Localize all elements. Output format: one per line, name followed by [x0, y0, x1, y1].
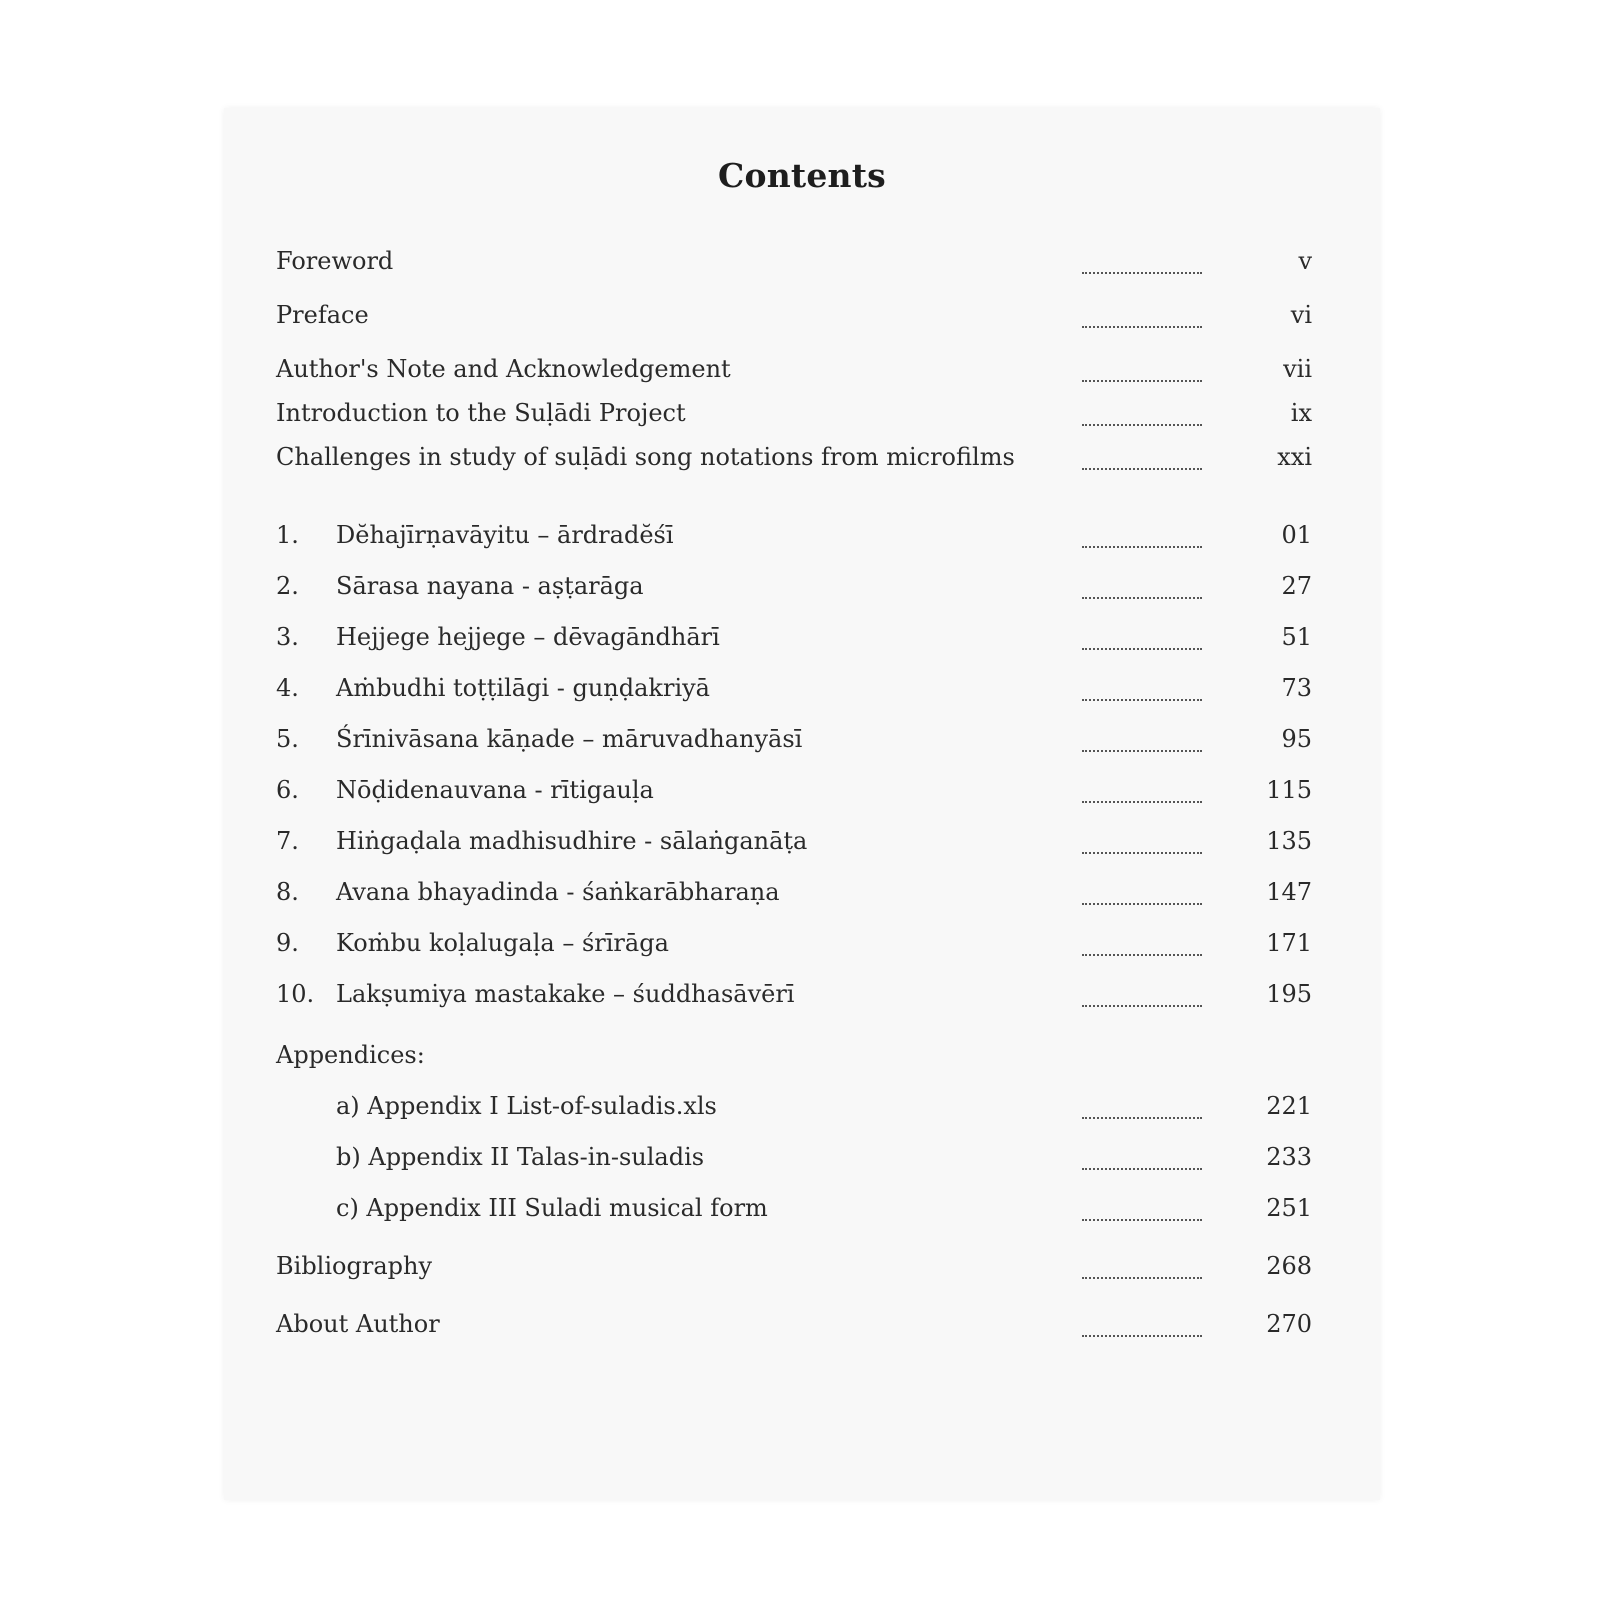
toc-entry	[224, 1249, 1380, 1283]
leader-dots	[1082, 785, 1202, 803]
toc-entry	[224, 1307, 1380, 1341]
chapter-page: 01	[1281, 521, 1312, 549]
toc-appendix-entry	[224, 1140, 1380, 1174]
leader-dots	[1082, 530, 1202, 548]
chapter-page: 195	[1266, 980, 1312, 1008]
toc-appendix-entry	[224, 1191, 1380, 1225]
leader-dots	[1082, 632, 1202, 650]
appendix-page: 233	[1266, 1143, 1312, 1171]
chapter-title: Lakṣumiya mastakake – śuddhasāvērī	[336, 980, 795, 1008]
toc-chapter-entry	[224, 518, 1380, 552]
toc-chapter-entry	[224, 926, 1380, 960]
chapter-title: Hiṅgaḍala madhisudhire - sālaṅganāṭa	[336, 827, 808, 855]
toc-chapter-entry	[224, 722, 1380, 756]
chapter-title: Hejjege hejjege – dēvagāndhārī	[336, 623, 720, 651]
toc-chapter-entry	[224, 824, 1380, 858]
chapter-page: 95	[1281, 725, 1312, 753]
toc-entry-label: Challenges in study of suḷādi song notations from microfilms	[276, 443, 1015, 471]
chapter-number: 7.	[276, 827, 299, 855]
toc-entry	[224, 244, 1380, 278]
leader-dots	[1082, 683, 1202, 701]
toc-entry	[224, 298, 1380, 332]
toc-entry	[224, 352, 1380, 386]
chapter-number: 9.	[276, 929, 299, 957]
appendix-title: a) Appendix I List-of-suladis.xls	[336, 1092, 717, 1120]
page-title: Contents	[718, 156, 886, 195]
toc-chapter-entry	[224, 875, 1380, 909]
chapter-title: Avana bhayadinda - śaṅkarābharaṇa	[336, 878, 780, 906]
chapter-page: 147	[1266, 878, 1312, 906]
leader-dots	[1082, 938, 1202, 956]
leader-dots	[1082, 581, 1202, 599]
toc-chapter-entry	[224, 671, 1380, 705]
toc-chapter-entry	[224, 977, 1380, 1011]
leader-dots	[1082, 256, 1202, 274]
appendix-page: 221	[1266, 1092, 1312, 1120]
chapter-page: 73	[1281, 674, 1312, 702]
toc-chapter-entry	[224, 569, 1380, 603]
chapter-number: 6.	[276, 776, 299, 804]
chapter-page: 115	[1266, 776, 1312, 804]
toc-appendix-entry	[224, 1089, 1380, 1123]
chapter-title: Dĕhajīrṇavāyitu – ārdradĕśī	[336, 521, 674, 549]
toc-entry-page: vii	[1283, 355, 1312, 383]
leader-dots	[1082, 734, 1202, 752]
contents-page	[224, 108, 1380, 1500]
leader-dots	[1082, 1319, 1202, 1337]
toc-entry-page: 270	[1266, 1310, 1312, 1338]
toc-entry	[224, 396, 1380, 430]
toc-entry-label: Preface	[276, 301, 369, 329]
leader-dots	[1082, 989, 1202, 1007]
appendices-heading: Appendices:	[276, 1041, 425, 1069]
appendix-title: c) Appendix III Suladi musical form	[336, 1194, 768, 1222]
chapter-page: 135	[1266, 827, 1312, 855]
leader-dots	[1082, 1261, 1202, 1279]
chapter-number: 3.	[276, 623, 299, 651]
toc-entry-page: xxi	[1277, 443, 1312, 471]
leader-dots	[1082, 364, 1202, 382]
leader-dots	[1082, 836, 1202, 854]
toc-entry-label: About Author	[276, 1310, 440, 1338]
leader-dots	[1082, 1152, 1202, 1170]
chapter-title: Śrīnivāsana kāṇade – māruvadhanyāsī	[336, 725, 803, 753]
toc-entry	[224, 440, 1380, 474]
leader-dots	[1082, 310, 1202, 328]
toc-entry-label: Foreword	[276, 247, 394, 275]
chapter-number: 2.	[276, 572, 299, 600]
toc-entry-label: Bibliography	[276, 1252, 432, 1280]
leader-dots	[1082, 452, 1202, 470]
toc-entry-page: 268	[1266, 1252, 1312, 1280]
chapter-number: 10.	[276, 980, 315, 1008]
leader-dots	[1082, 887, 1202, 905]
toc-entry-page: v	[1298, 247, 1312, 275]
chapter-title: Nōḍidenauvana - rītigauḷa	[336, 776, 654, 804]
chapter-title: Sārasa nayana - aṣṭarāga	[336, 572, 644, 600]
chapter-number: 4.	[276, 674, 299, 702]
chapter-page: 27	[1281, 572, 1312, 600]
toc-entry-label: Author's Note and Acknowledgement	[276, 355, 731, 383]
chapter-number: 1.	[276, 521, 299, 549]
toc-chapter-entry	[224, 620, 1380, 654]
leader-dots	[1082, 408, 1202, 426]
toc-entry-label: Introduction to the Suḷādi Project	[276, 399, 686, 427]
toc-entry-page: vi	[1290, 301, 1312, 329]
chapter-number: 8.	[276, 878, 299, 906]
leader-dots	[1082, 1203, 1202, 1221]
toc-chapter-entry	[224, 773, 1380, 807]
chapter-number: 5.	[276, 725, 299, 753]
chapter-page: 171	[1266, 929, 1312, 957]
appendix-page: 251	[1266, 1194, 1312, 1222]
leader-dots	[1082, 1101, 1202, 1119]
appendix-title: b) Appendix II Talas-in-suladis	[336, 1143, 705, 1171]
chapter-page: 51	[1281, 623, 1312, 651]
toc-entry-page: ix	[1290, 399, 1312, 427]
chapter-title: Aṁbudhi toṭṭilāgi - guṇḍakriyā	[336, 674, 710, 702]
chapter-title: Koṁbu koḷalugaḷa – śrīrāga	[336, 929, 669, 957]
